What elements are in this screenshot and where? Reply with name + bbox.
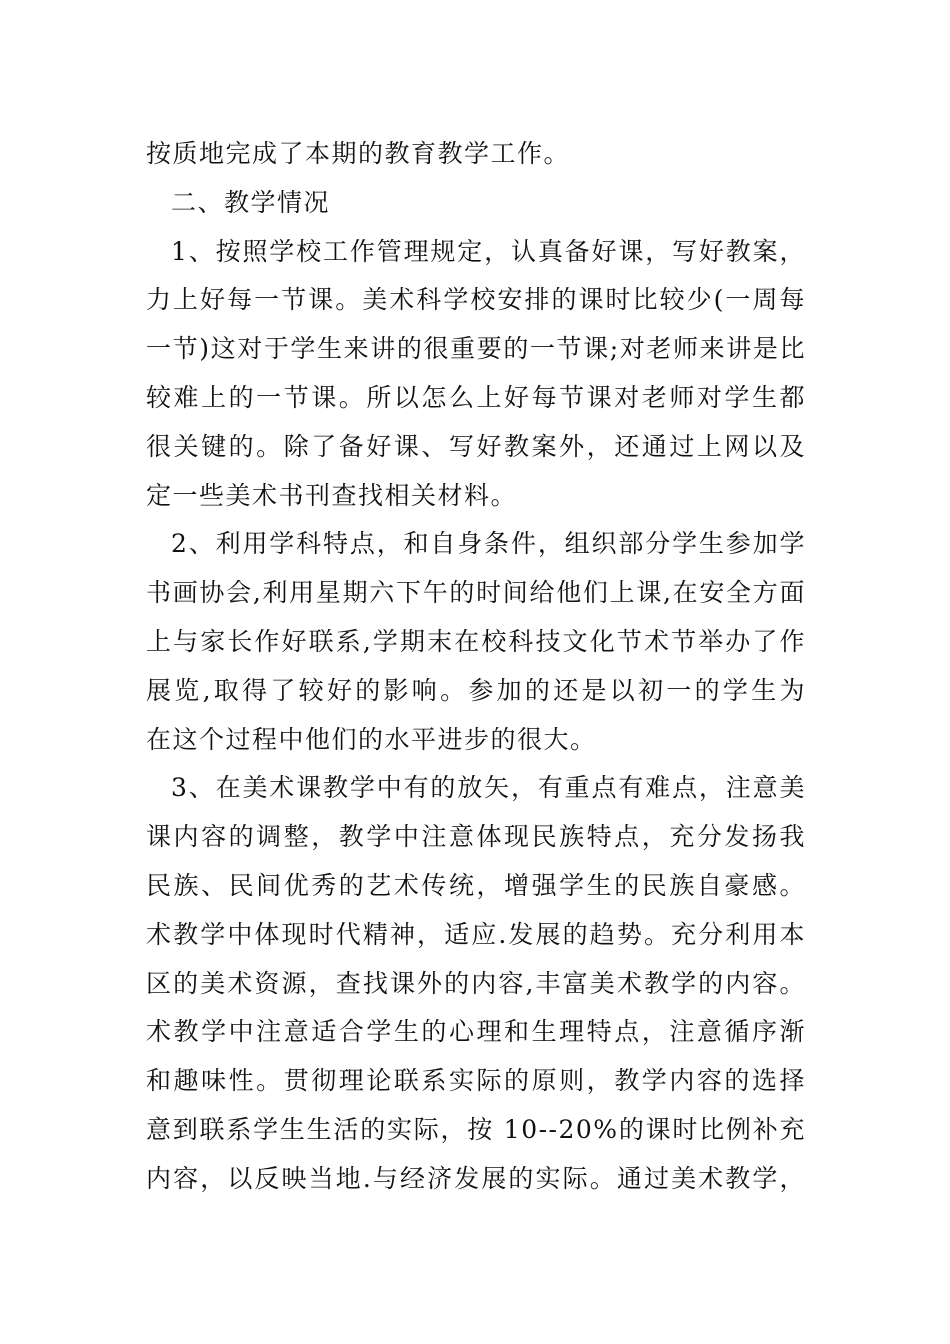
text-line: 2、利用学科特点，和自身条件，组织部分学生参加学 bbox=[171, 529, 806, 559]
text-line: 术教学中注意适合学生的心理和生理特点，注意循序渐 bbox=[146, 1017, 806, 1047]
text-line: 书画协会,利用星期六下午的时间给他们上课,在安全方面 bbox=[146, 578, 806, 608]
text-line: 上与家长作好联系,学期末在校科技文化节术节举办了作 bbox=[146, 626, 806, 656]
text-line: 展览,取得了较好的影响。参加的还是以初一的学生为 bbox=[146, 675, 806, 705]
text-line: 内容，以反映当地.与经济发展的实际。通过美术教学， bbox=[146, 1163, 806, 1193]
text-line: 在这个过程中他们的水平进步的很大。 bbox=[146, 724, 597, 754]
document-body bbox=[146, 130, 806, 1204]
text-line: 课内容的调整，教学中注意体现民族特点，充分发扬我 bbox=[146, 822, 806, 852]
text-line: 一节)这对于学生来讲的很重要的一节课;对老师来讲是比 bbox=[146, 334, 806, 364]
text-line: 力上好每一节课。美术科学校安排的课时比较少(一周每 bbox=[146, 285, 806, 315]
text-line: 较难上的一节课。所以怎么上好每节课对老师对学生都 bbox=[146, 382, 806, 412]
text-line: 民族、民间优秀的艺术传统，增强学生的民族自豪感。 bbox=[146, 870, 806, 900]
text-line: 很关键的。除了备好课、写好教案外，还通过上网以及 bbox=[146, 431, 806, 461]
text-line: 和趣味性。贯彻理论联系实际的原则，教学内容的选择 bbox=[146, 1066, 806, 1096]
text-line: 1、按照学校工作管理规定，认真备好课，写好教案， bbox=[171, 236, 806, 266]
text-line: 按质地完成了本期的教育教学工作。 bbox=[146, 139, 571, 168]
text-line: 3、在美术课教学中有的放矢，有重点有难点，注意美 bbox=[171, 773, 806, 803]
section-heading: 二、教学情况 bbox=[171, 187, 331, 217]
text-line: 定一些美术书刊查找相关材料。 bbox=[146, 480, 518, 510]
text-line: 术教学中体现时代精神，适应.发展的趋势。充分利用本 bbox=[146, 919, 806, 949]
text-line: 区的美术资源，查找课外的内容,丰富美术教学的内容。 bbox=[146, 968, 806, 998]
text-line: 意到联系学生生活的实际，按 10--20%的课时比例补充 bbox=[146, 1114, 806, 1144]
